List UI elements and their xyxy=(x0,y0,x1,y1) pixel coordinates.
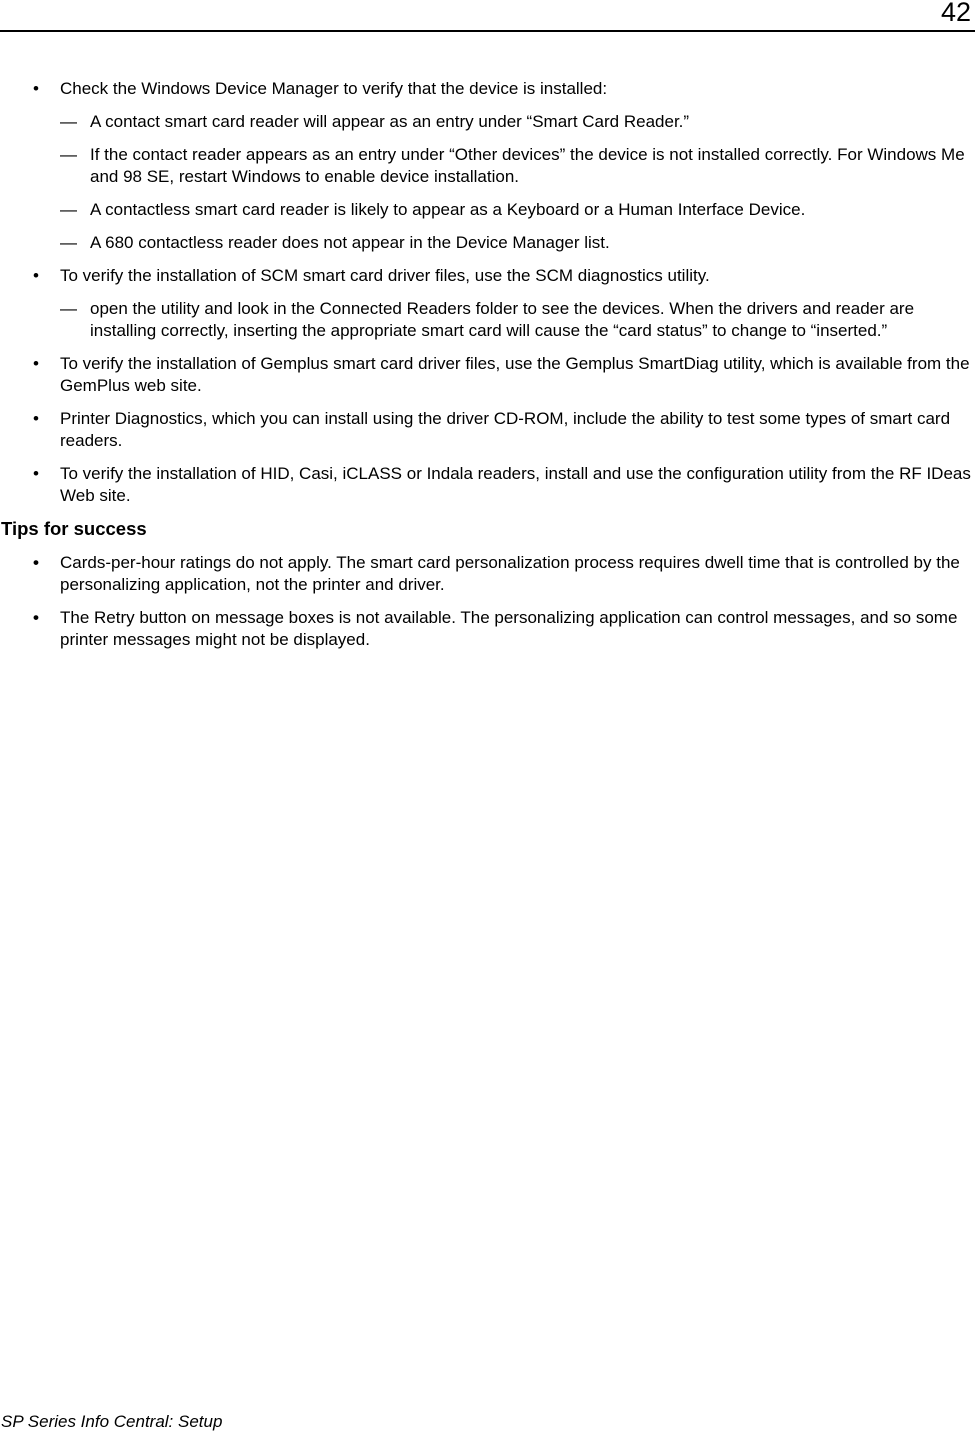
page-footer: SP Series Info Central: Setup xyxy=(1,1412,223,1431)
dash-marker: — xyxy=(60,112,77,131)
list-item xyxy=(0,353,975,397)
list-item-text: Printer Diagnostics, which you can install using the driver CD-ROM, include the ability to test some types of smart card readers. xyxy=(60,409,951,450)
bullet-marker: • xyxy=(33,464,39,483)
bullet-marker: • xyxy=(33,409,39,428)
bullet-marker: • xyxy=(33,354,39,373)
tip-item xyxy=(0,552,975,596)
tip-item-text: The Retry button on message boxes is not available. The personalizing application can control messages, and so some printer messages might not be displayed. xyxy=(60,608,958,649)
dash-marker: — xyxy=(60,145,77,164)
sub-list-item xyxy=(0,111,975,133)
sub-list-item-text: If the contact reader appears as an entry under “Other devices” the device is not installed correctly. For Windows Me and 98 SE, restart Windows to enable device installation. xyxy=(90,145,965,186)
list-item xyxy=(0,463,975,507)
bullet-marker: • xyxy=(33,553,39,572)
dash-marker: — xyxy=(60,200,77,219)
list-item-text: To verify the installation of SCM smart card driver files, use the SCM diagnostics utility. xyxy=(60,266,710,285)
header-rule xyxy=(0,30,975,32)
list-item xyxy=(0,265,975,287)
sub-list-item-text: A contactless smart card reader is likely to appear as a Keyboard or a Human Interface Device. xyxy=(90,200,806,219)
list-item-text: To verify the installation of Gemplus smart card driver files, use the Gemplus SmartDiag utility, which is available from the GemPlus web site. xyxy=(60,354,970,395)
tip-item xyxy=(0,607,975,651)
page-content xyxy=(0,78,975,662)
sub-list-item xyxy=(0,298,975,342)
sub-list-item-text: A contact smart card reader will appear as an entry under “Smart Card Reader.” xyxy=(90,112,690,131)
section-heading: Tips for success xyxy=(1,518,147,539)
list-item-text: Check the Windows Device Manager to verify that the device is installed: xyxy=(60,79,608,98)
sub-list-item xyxy=(0,232,975,254)
sub-list-item-text: open the utility and look in the Connected Readers folder to see the devices. When the drivers and reader are installing correctly, inserting the appropriate smart card will cause the “card status” to change to “inserted.” xyxy=(90,299,915,340)
list-item xyxy=(0,408,975,452)
sub-list-item xyxy=(0,144,975,188)
bullet-marker: • xyxy=(33,266,39,285)
sub-list-item xyxy=(0,199,975,221)
bullet-marker: • xyxy=(33,79,39,98)
page-number: 42 xyxy=(940,0,971,27)
dash-marker: — xyxy=(60,233,77,252)
dash-marker: — xyxy=(60,299,77,318)
list-item xyxy=(0,78,975,100)
tip-item-text: Cards-per-hour ratings do not apply. The smart card personalization process requires dwell time that is controlled by the personalizing application, not the printer and driver. xyxy=(60,553,960,594)
sub-list-item-text: A 680 contactless reader does not appear in the Device Manager list. xyxy=(90,233,610,252)
list-item-text: To verify the installation of HID, Casi, iCLASS or Indala readers, install and use the configuration utility from the RF IDeas Web site. xyxy=(60,464,971,505)
bullet-marker: • xyxy=(33,608,39,627)
